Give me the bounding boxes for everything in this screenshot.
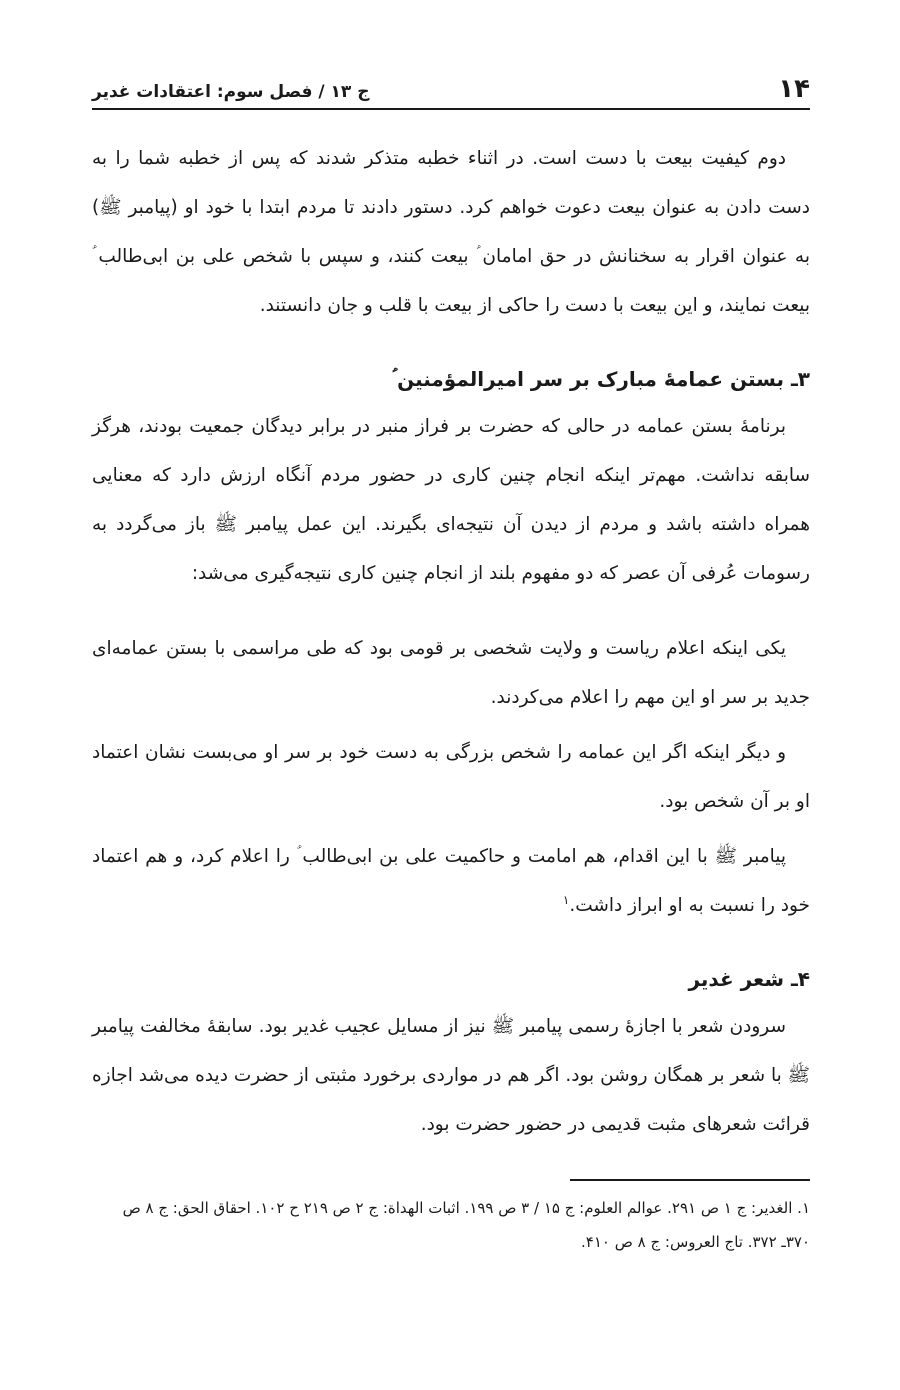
footnote-reference[interactable]: ۱: [562, 892, 570, 907]
footnotes: [92, 1191, 810, 1259]
page-number: ۱۴: [778, 74, 810, 104]
running-head: ج ۱۳ / فصل سوم: اعتقادات غدیر: [92, 82, 370, 102]
paragraph-poetry: سرودن شعر با اجازهٔ رسمی پیامبر ﷺ نیز از مسایل عجیب غدیر بود. سابقهٔ مخالفت پیامبر ﷺ با شعر بر همگان روشن بود. اگر هم در مواردی برخورد مثبتی از حضرت دیده می‌شد اجازه قرائت شعرهای مثبت قدیمی در حضور حضرت بود.: [92, 1016, 810, 1135]
paragraph-turban-meaning-1: یکی اینکه اعلام ریاست و ولایت شخصی بر قومی بود که طی مراسمی با بستن عمامه‌ای جدید بر سر او این مهم را اعلام می‌کردند.: [92, 638, 810, 708]
page-header: [92, 62, 810, 110]
section-heading-poetry: ۴ـ شعر غدیر: [688, 967, 810, 991]
paragraph-turban-meaning-2: و دیگر اینکه اگر این عمامه را شخص بزرگی به دست خود بر سر او می‌بست نشان اعتماد او بر آن شخص بود.: [92, 742, 810, 812]
section-heading-turban: ۳ـ بستن عمامهٔ مبارک بر سر امیرالمؤمنین ؑ: [392, 367, 810, 391]
paragraph-text: پیامبر ﷺ با این اقدام، هم امامت و حاکمیت علی بن ابی‌طالب ؑ را اعلام کرد، و هم اعتماد خود را نسبت به او ابراز داشت.: [92, 846, 810, 916]
footnote-divider: [570, 1179, 810, 1181]
body-text: [92, 134, 810, 1149]
footnote-1: ۱. الغدیر: ج ۱ ص ۲۹۱. عوالم العلوم: ج ۱۵ / ۳ ص ۱۹۹. اثبات الهداة: ج ۲ ص ۲۱۹ ح ۱۰۲. احقاق الحق: ج ۸ ص ۳۷۰ـ ۳۷۲. تاج العروس: ج ۸ ص ۴۱۰.: [122, 1199, 810, 1251]
document-page: [92, 62, 810, 1259]
paragraph-turban-intro: برنامهٔ بستن عمامه در حالی که حضرت بر فراز منبر در برابر دیدگان جمعیت بودند، هرگز سابقه نداشت. مهم‌تر اینکه انجام چنین کاری در حضور مردم آنگاه ارزش دارد که معنایی همراه داشته باشد و مردم از دیدن آن نتیجه‌ای بگیرند. این عمل پیامبر ﷺ باز می‌گردد به رسومات عُرفی آن عصر که دو مفهوم بلند از انجام چنین کاری نتیجه‌گیری می‌شد:: [92, 416, 810, 584]
paragraph-turban-conclusion: [92, 832, 810, 930]
paragraph-bay-at: دوم کیفیت بیعت با دست است. در اثناء خطبه متذکر شدند که پس از خطبه شما را به دست دادن به عنوان بیعت دعوت خواهم کرد. دستور دادند تا مردم ابتدا با خود او (پیامبر ﷺ) به عنوان اقرار به سخنانش در حق امامان ؑ بیعت کنند، و سپس با شخص علی بن ابی‌طالب ؑ بیعت نمایند، و این بیعت با دست را حاکی از بیعت با قلب و جان دانستند.: [92, 148, 810, 316]
